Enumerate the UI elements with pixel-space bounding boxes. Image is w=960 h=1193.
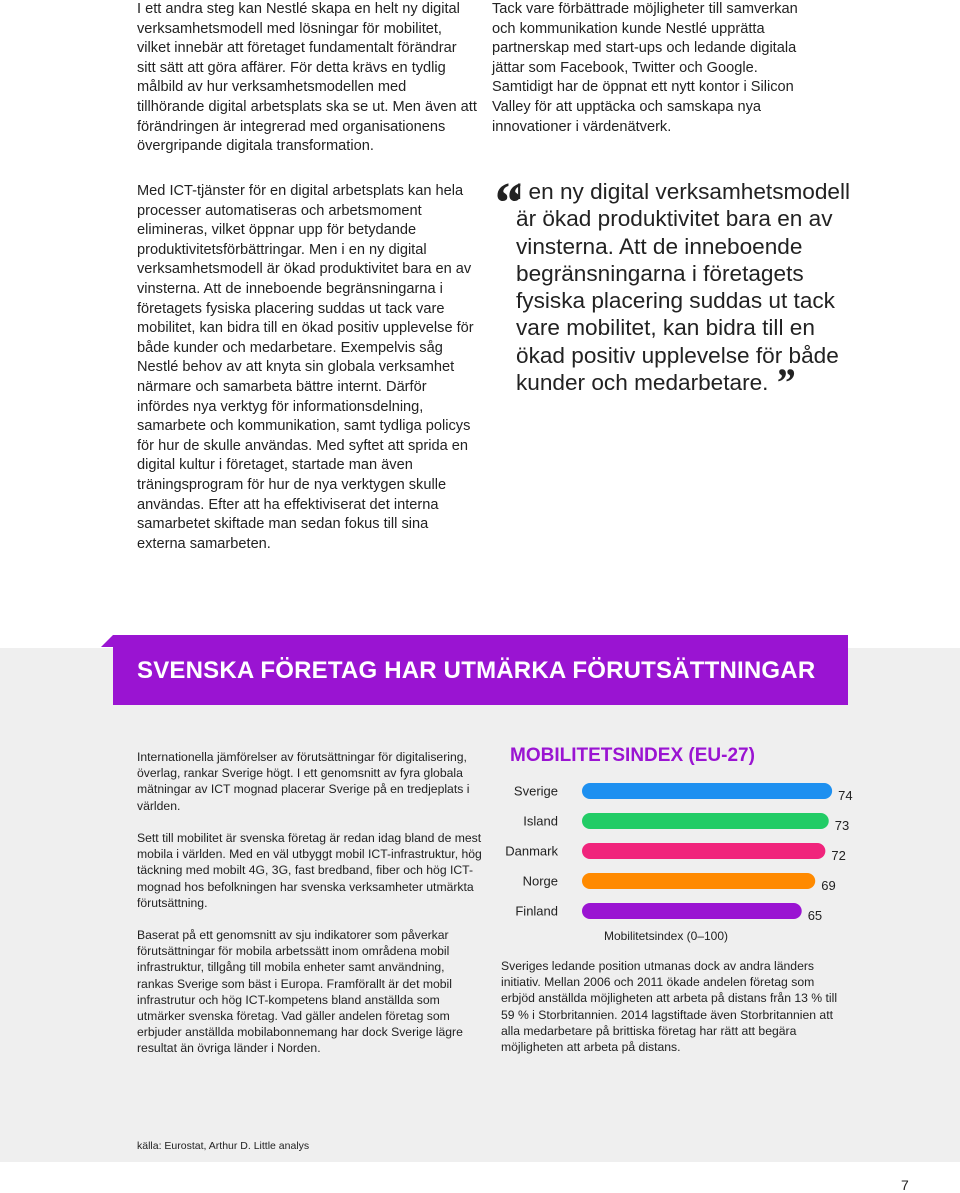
chart-bar (582, 843, 825, 859)
mobility-index-chart (500, 775, 853, 950)
section-text-4: Sveriges ledande position utmanas dock av andra länders initiativ. Mellan 2006 och 2011 ökade andelen företag som erbjöd anställda möjligheten att arbeta på distans från 13 % till 59 % i Storbritannien. 2014 lagstiftade även Storbritannien att alla medarbetare på brittiska företag har rätt att begära möjligheten att arbeta på distans. (501, 959, 838, 1055)
chart-value-label: 74 (838, 788, 853, 803)
section-text-3: Baserat på ett genomsnitt av sju indikatorer som påverkar förutsättningar för mobila arbetssätt inom områdena mobil infrastruktur, tillgång till mobila enheter samt användning, rankas Sverige som bäst i Europa. Framförallt är det mobil infrastrutur och hög ICT-kompetens bland anställda som utmärker svenska företag. Vad gäller andelen företag som erbjuder anställda mobilabonnemang har dock Sverige lägre resultat än övriga länder i Norden. (137, 928, 463, 1056)
body-paragraph-3: Tack vare förbättrade möjligheter till samverkan och kommunikation kunde Nestlé upprätta partnerskap med start-ups och ledande digitala jättar som Facebook, Twitter och Google. Samtidigt har de öppnat ett nytt kontor i Silicon Valley för att upptäcka och samskapa nya innovationer i värdenätverk. (492, 1, 798, 135)
chart-category-label: Finland (515, 903, 558, 919)
chart-value-label: 65 (807, 908, 823, 923)
chart-value-label: 73 (834, 818, 850, 833)
section-title: SVENSKA FÖRETAG HAR UTMÄRKA FÖRUTSÄTTNINGAR (137, 657, 816, 684)
chart-category-label: Danmark (505, 843, 558, 859)
section-text-1: Internationella jämförelser av förutsättningar för digitalisering, överlag, rankar Sverige högt. I ett genomsnitt av fyra globala mätningar av ICT mognad placerar Sverige på en tredjeplats i världen. (137, 750, 470, 813)
chart-title: MOBILITETSINDEX (EU-27) (510, 745, 755, 766)
chart-bar (582, 813, 829, 829)
body-paragraph-2: Med ICT-tjänster för en digital arbetsplats kan hela processer automatiseras och arbetsmoment elimineras, vilket öppnar upp för betydande produktivitetsförbättringar. Men i en ny digital verksamhetsmodell är ökad produktivitet bara en av vinsterna. Att de inneboende begränsningarna i företagets fysiska placering suddas ut tack vare mobilitet, kan bidra till en ökad positiv upplevelse för både kunder och medarbetare. Exempelvis såg Nestlé behov av att knyta sin globala verksamhet närmare och samarbeta bättre internt. Därför infördes nya verktyg för informationsdelning, samarbete och kommunikation, samt tydliga policys för hur de skulle användas. Med syftet att sprida en digital kultur i företaget, startade man även träningsprogram för hur de nya verktygen skulle användas. Efter att ha effektiviserat det interna samarbetet skiftade man sedan fokus till sina externa samarbeten. (137, 183, 474, 552)
chart-bar (582, 783, 832, 799)
banner-corner (101, 635, 113, 647)
chart-x-axis-label: Mobilitetsindex (0–100) (603, 929, 729, 943)
quote-close-mark: ” (774, 360, 795, 406)
page-number: 7 (901, 1177, 909, 1193)
chart-bar (582, 873, 815, 889)
chart-category-label: Sverige (513, 783, 558, 799)
chart-category-label: Norge (522, 873, 558, 889)
body-paragraph-1: I ett andra steg kan Nestlé skapa en helt ny digital verksamhetsmodell med lösningar för mobilitet, vilket innebär att företaget fundamentalt förändrar sitt sätt att göra affärer. För detta krävs en tydlig målbild av hur verksamhetsmodellen med tillhörande digital arbetsplats ska se ut. Men även att förändringen är integrerad med organisationens övergripande digitala transformation. (137, 1, 477, 155)
chart-category-label: Island (523, 813, 558, 829)
chart-value-label: 72 (831, 848, 846, 863)
chart-bar (582, 903, 802, 919)
chart-value-label: 69 (821, 878, 836, 893)
quote-open-mark: “ (492, 170, 521, 235)
section-text-2: Sett till mobilitet är svenska företag är redan idag bland de mest mobila i världen. Med en väl utbyggt mobil ICT-infrastruktur, hög täckning med mobilt 4G, 3G, fast bredband, fiber och hög ICT-mognad hos befolkningen har svenska verksamheter utmärkta förutsättning. (137, 831, 482, 910)
pull-quote-body: I en ny digital verksamhetsmodell är ökad produktivitet bara en av vinsterna. Att de inneboende begränsningarna i företagets fysiska placering suddas ut tack vare mobilitet, kan bidra till en ökad positiv upplevelse för både kunder och medarbetare. (516, 179, 851, 396)
source-note: källa: Eurostat, Arthur D. Little analys (137, 1140, 310, 1152)
pull-quote-text (516, 178, 861, 406)
